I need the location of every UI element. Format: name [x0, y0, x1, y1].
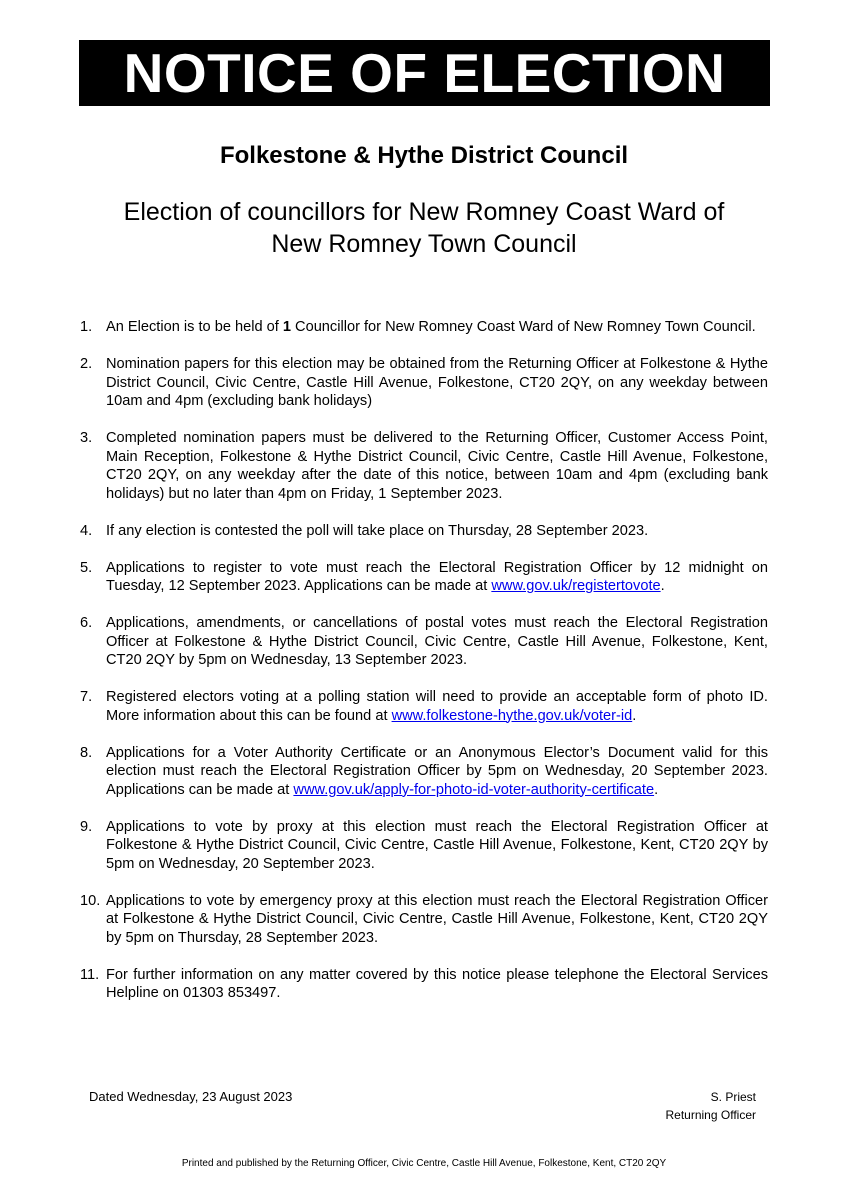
- item-text-part: .: [654, 781, 659, 798]
- notice-item-5: [80, 559, 768, 596]
- councillor-count: 1: [282, 319, 291, 335]
- item-text-part: .: [660, 578, 665, 594]
- council-name: Folkestone & Hythe District Council: [219, 142, 629, 169]
- item-text: [106, 559, 768, 596]
- item-number: 7.: [80, 689, 93, 705]
- item-number: 8.: [80, 744, 93, 761]
- item-text-part: Councillor for New Romney Coast Ward of New Romney Town Council.: [290, 319, 756, 335]
- item-number: 3.: [80, 430, 93, 446]
- notice-banner: NOTICE OF ELECTION: [79, 40, 770, 106]
- item-text: Applications to vote by emergency proxy at this election must reach the Electoral Registration Officer at Folkestone & Hythe District Council, Civic Centre, Castle Hill Avenue, Folkestone, Kent, CT20 2QY by 5pm on Thursday, 28 September 2023.: [106, 892, 768, 946]
- imprint-footer: Printed and published by the Returning Officer, Civic Centre, Castle Hill Avenue, Folkestone, Kent, CT20 2QY: [181, 1158, 667, 1169]
- item-number: 1.: [80, 319, 93, 335]
- item-text-part: An Election is to be held of: [106, 319, 283, 335]
- subtitle-line-2: New Romney Town Council: [271, 230, 577, 258]
- notice-items: [80, 318, 768, 1021]
- signatory-title: Returning Officer: [665, 1108, 756, 1122]
- item-text: Applications, amendments, or cancellations of postal votes must reach the Electoral Registration Officer at Folkestone & Hythe District Council, Civic Centre, Castle Hill Avenue, Folkestone, Kent, CT20 2QY by 5pm on Wednesday, 13 September 2023.: [106, 615, 768, 668]
- item-number: 2.: [80, 356, 93, 372]
- item-text-part: Applications to register to vote must reach the Electoral Registration Officer by 12 midnight on Tuesday, 12 September 2023. Applications can be made at: [106, 559, 768, 594]
- item-text: [106, 744, 768, 800]
- item-number: 6.: [80, 615, 93, 631]
- notice-item-11: [80, 966, 768, 1003]
- item-text: For further information on any matter covered by this notice please telephone the Electoral Services Helpline on 01303 853497.: [106, 966, 768, 1001]
- notice-item-6: [80, 614, 768, 670]
- item-text-part: Applications for a Voter Authority Certificate or an Anonymous Elector’s Document valid for this election must reach the Electoral Registration Officer by 5pm on Wednesday, 20 September 2023. Applications can be made at: [106, 744, 768, 798]
- item-text: If any election is contested the poll will take place on Thursday, 28 September 2023.: [106, 522, 649, 539]
- voter-id-link[interactable]: www.folkestone-hythe.gov.uk/voter-id: [391, 707, 633, 724]
- item-text: Completed nomination papers must be delivered to the Returning Officer, Customer Access Point, Main Reception, Folkestone & Hythe District Council, Civic Centre, Castle Hill Avenue, Folkestone, CT20 2QY, on any weekday after the date of this notice, between 10am and 4pm (excluding bank holidays) but no later than 4pm on Friday, 1 September 2023.: [106, 430, 768, 502]
- dated-line: Dated Wednesday, 23 August 2023: [89, 1089, 293, 1104]
- item-number: 11.: [80, 966, 100, 983]
- signatory-name: S. Priest: [710, 1090, 756, 1104]
- item-number: 4.: [80, 522, 93, 539]
- item-text: Nomination papers for this election may be obtained from the Returning Officer at Folkestone & Hythe District Council, Civic Centre, Castle Hill Avenue, Folkestone, CT20 2QY, on any weekday between 10am and 4pm (excluding bank holidays): [106, 356, 768, 409]
- notice-item-1: [80, 318, 768, 337]
- register-to-vote-link[interactable]: www.gov.uk/registertovote: [491, 578, 661, 594]
- item-number: 9.: [80, 818, 93, 835]
- signature-block: [666, 1088, 757, 1124]
- notice-item-2: [80, 355, 768, 411]
- item-text: [106, 688, 768, 725]
- item-number: 10.: [80, 892, 101, 909]
- notice-item-9: [80, 818, 768, 874]
- notice-item-4: [80, 522, 768, 541]
- item-number: 5.: [80, 559, 93, 576]
- notice-item-8: [80, 744, 768, 800]
- subtitle-line-1: Election of councillors for New Romney Coast Ward of: [123, 198, 725, 226]
- item-text-part: Registered electors voting at a polling station will need to provide an acceptable form of photo ID. More information about this can be found at: [106, 689, 768, 724]
- item-text: [106, 318, 768, 337]
- election-subtitle: [60, 196, 788, 260]
- item-text: Applications to vote by proxy at this election must reach the Electoral Registration Officer at Folkestone & Hythe District Council, Civic Centre, Castle Hill Avenue, Folkestone, Kent, CT20 2QY by 5pm on Wednesday, 20 September 2023.: [106, 818, 768, 872]
- notice-item-3: [80, 429, 768, 503]
- item-text-part: .: [632, 707, 637, 724]
- notice-item-7: [80, 688, 768, 725]
- voter-authority-certificate-link[interactable]: www.gov.uk/apply-for-photo-id-voter-authority-certificate: [293, 781, 655, 798]
- notice-item-10: [80, 892, 768, 948]
